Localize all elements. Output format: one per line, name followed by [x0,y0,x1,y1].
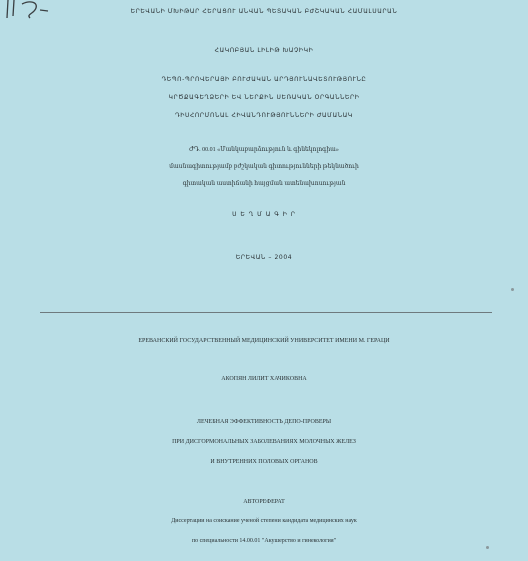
scan-speck [486,546,489,549]
russian-specialty-line-2: по специальности 14.00.01 "Акушерство и гинекология" [191,538,337,544]
russian-university-name: ЕРЕВАНСКИЙ ГОСУДАРСТВЕННЫЙ МЕДИЦИНСКИЙ УНИВЕРСИТЕТ ИМЕНИ М. ГЕРАЦИ [138,338,390,344]
section-divider [40,312,492,313]
russian-author-name: АКОПЯН ЛИЛИТ ХАЧИКОВНА [221,376,307,382]
armenian-place-year: ԵՐԵՎԱՆ – 2004 [235,254,293,261]
russian-specialty-line-1: Диссертации на соискание ученой степени кандидата медицинских наук [171,518,357,524]
armenian-doc-type: Ս Ե Ղ Մ Ա Գ Ի Ր [232,211,296,218]
armenian-author-name: ՀԱԿՈԲՅԱՆ ԼԻԼԻԹ ԽԱՉԻԿԻ [214,47,314,54]
armenian-title-line-1: ԴԵՊՈ-ՊՐՈՎԵՐԱՅԻ ԲՈՒԺԱԿԱՆ ԱՐԴՅՈՒՆԱՎԵՏՈՒԹՅՈՒՆԸ [161,76,367,83]
russian-title-line-1: ЛЕЧЕБНАЯ ЭФФЕКТИВНОСТЬ ДЕПО-ПРОВЕРЫ [196,419,332,425]
armenian-specialty-line-2: մասնագիտությամբ բժշկական գիտությունների թեկնածուի [169,164,359,170]
armenian-title-line-3: ԴԻՍՀՈՐՄՈՆԱԼ ՀԻՎԱՆԴՈՒԹՅՈՒՆՆԵՐԻ ԺԱՄԱՆԱԿ [175,112,353,119]
scan-speck [511,288,514,291]
armenian-university-name: ԵՐԵՎԱՆԻ ՄԽԻԹԱՐ ՀԵՐԱՑՈՒ ԱՆՎԱՆ ՊԵՏԱԿԱՆ ԲԺՇԿԱԿԱՆ ՀԱՄԱԼՍԱՐԱՆ [130,8,398,15]
armenian-title-line-2: ԿՐԾՔԱԳԵՂՁԵՐԻ ԵՎ ՆԵՐՔԻՆ ՍԵՌԱԿԱՆ ՕՐԳԱՆՆԵՐԻ [168,94,360,101]
russian-title-line-3: И ВНУТРЕННИХ ПОЛОВЫХ ОРГАНОВ [210,459,318,465]
russian-title-line-2: ПРИ ДИСГОРМОНАЛЬНЫХ ЗАБОЛЕВАНИЯХ МОЛОЧНЫХ ЖЕЛЕЗ [172,439,356,445]
russian-doc-type: АВТОРЕФЕРАТ [243,499,285,505]
armenian-specialty-line-1: ԺԴ. 00.01 «Մանկաբարձություն և գինեկոլոգիա» [189,147,339,153]
armenian-specialty-line-3: գիտական աստիճանի հայցման ատենախոսության [182,181,346,187]
